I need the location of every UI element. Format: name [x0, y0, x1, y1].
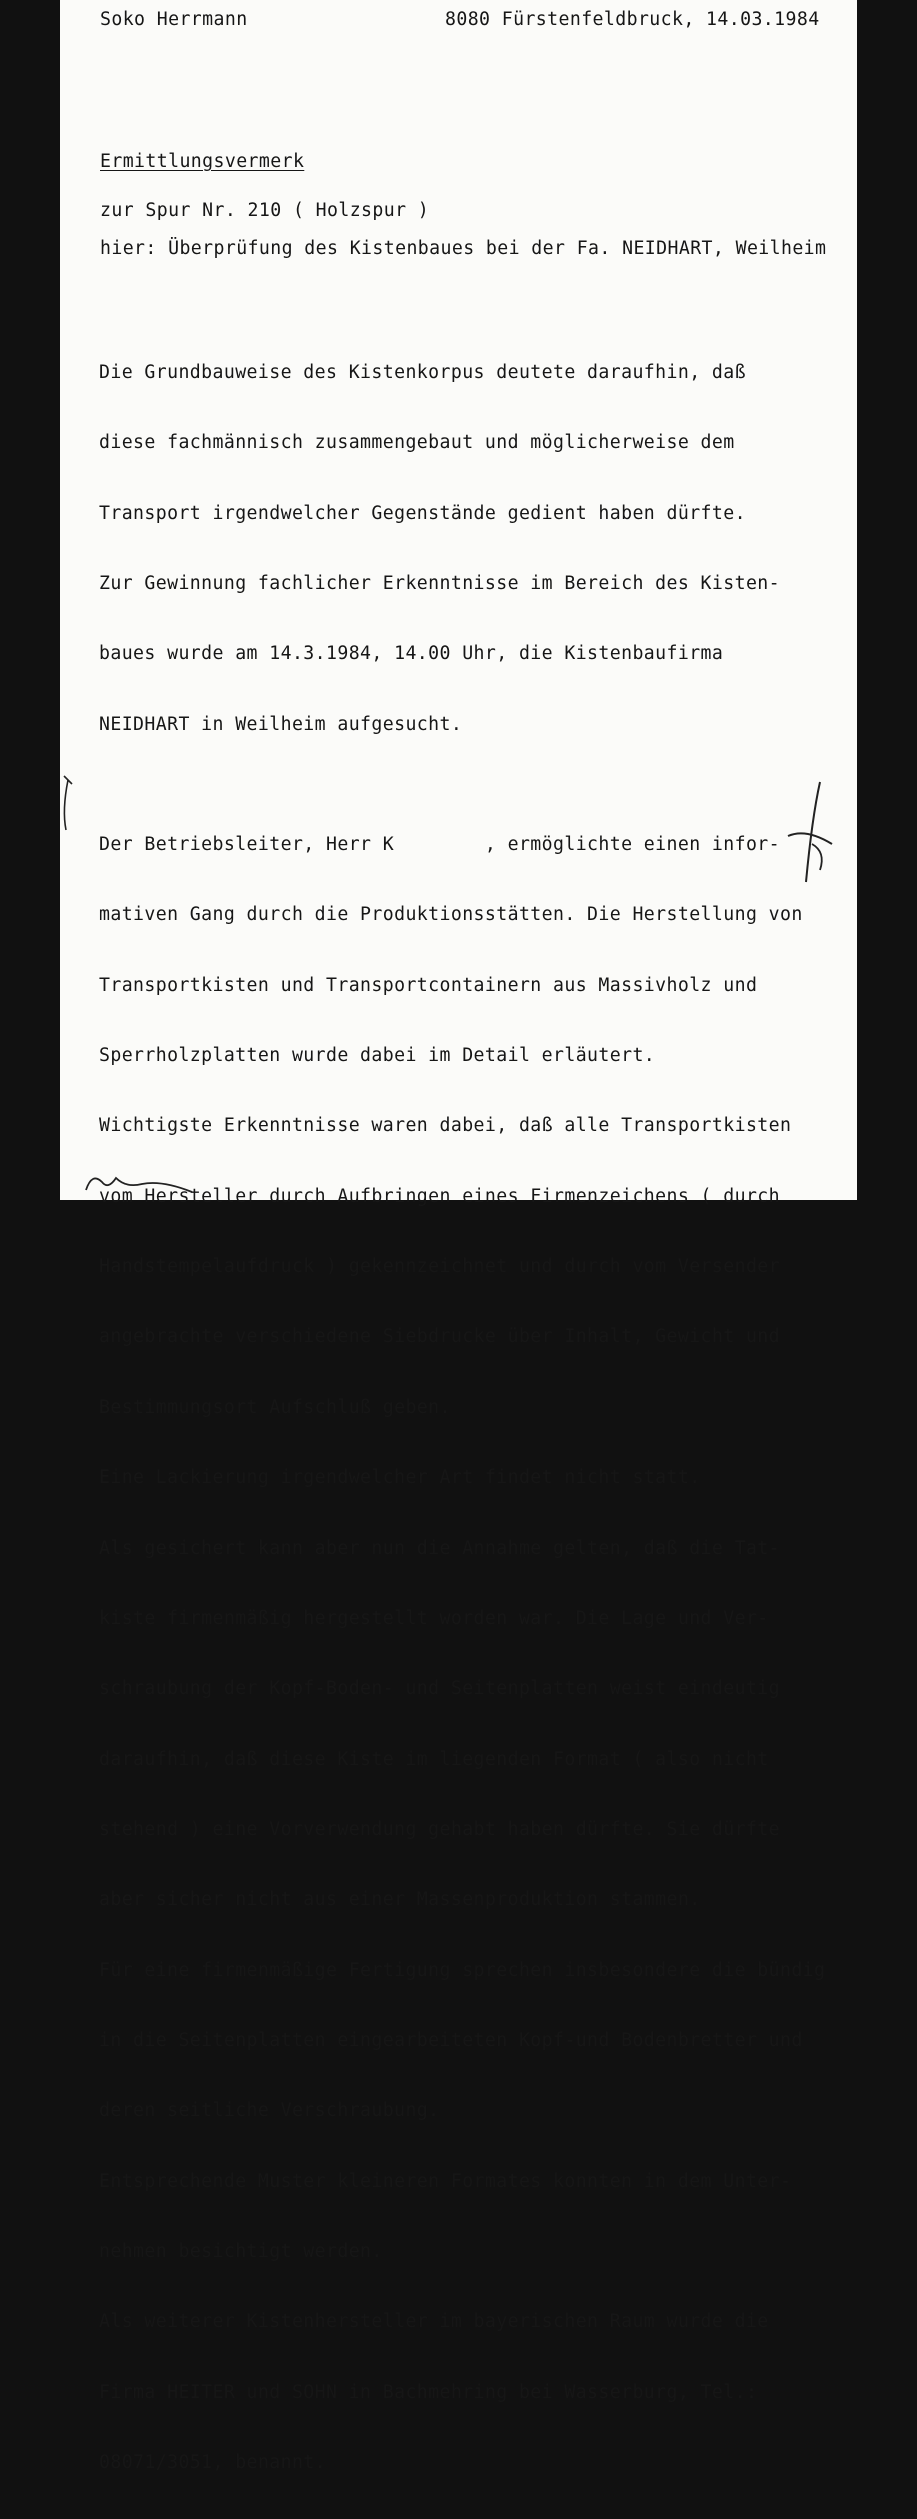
body-line: Für eine firmenmäßige Fertigung sprechen insbesondere die bündig: [99, 1959, 826, 1981]
body-text: [99, 317, 825, 2519]
signature-icon: [82, 1168, 202, 1198]
body-line: angebrachte verschiedene Siebdrucke über Inhalt, Gewicht und: [99, 1326, 780, 1348]
body-line: Als weiterer Kistenhersteller im bayerischen Raum wurde die: [99, 2311, 769, 2333]
body-line: Entsprechende Muster kleineren Formates konnten in dem Unter-: [99, 2170, 792, 2192]
body-line: baues wurde am 14.3.1984, 14.00 Uhr, die Kistenbaufirma: [99, 643, 724, 665]
body-line: nehmen besichtigt werden.: [99, 2240, 383, 2262]
body-line: aber sicher nicht aus einer Massenproduktion stammen.: [99, 1889, 701, 1911]
body-line: diese fachmännisch zusammengebaut und möglicherweise dem: [99, 432, 735, 454]
body-line: stehend ) eine Vorverwendung gehabt haben dürfte. Sie dürfte: [99, 1818, 780, 1840]
body-line: Bestimmungsort Aufschluß geben.: [99, 1396, 451, 1418]
body-line: Transport irgendwelcher Gegenstände gedient haben dürfte.: [99, 502, 746, 524]
body-line: Sperrholzplatten wurde dabei im Detail erläutert.: [99, 1045, 656, 1067]
left-margin-mark-icon: [54, 770, 84, 840]
body-line: deren seitliche Verschraubung.: [99, 2100, 440, 2122]
body-line: Handstempelaufdruck ) gekennzeichnet und durch vom Versender: [99, 1256, 780, 1278]
body-line: vom Hersteller durch Aufbringen eines Firmenzeichens ( durch: [99, 1185, 780, 1207]
body-line: Wichtigste Erkenntnisse waren dabei, daß alle Transportkisten: [99, 1115, 792, 1137]
body-line: Der Betriebsleiter, Herr K , ermöglichte einen infor-: [99, 834, 780, 856]
body-line: Die Grundbauweise des Kistenkorpus deutete daraufhin, daß: [99, 362, 746, 383]
right-margin-check-icon: [782, 778, 842, 888]
body-line: Firma HEITER und SOHN in Bachmehring bei Wasserburg, Tel.:: [99, 2381, 758, 2403]
subject-line: hier: Überprüfung des Kistenbaues bei der Fa. NEIDHART, Weilheim: [100, 238, 827, 259]
body-line: mativen Gang durch die Produktionsstätten. Die Herstellung von: [99, 904, 803, 926]
body-line: 08071/3051, benannt.: [99, 2451, 326, 2473]
body-line: kiste firmenmäßig hergestellt worden war. Die Lage und Ver-: [99, 1607, 769, 1629]
body-line: Zur Gewinnung fachlicher Erkenntnisse im Bereich des Kisten-: [99, 573, 780, 595]
place-date-line: 8080 Fürstenfeldbruck, 14.03.1984: [445, 9, 820, 30]
reference-line: zur Spur Nr. 210 ( Holzspur ): [100, 200, 430, 221]
body-line: daraufhin, daß diese Kiste im liegenden Format ( also nicht: [99, 1748, 769, 1770]
body-line: Eine Lackierung irgendwelcher Art findet nicht statt.: [99, 1467, 701, 1489]
body-line: in die Seitenplatten eingearbeiteten Kopf-und Bodenbretter und: [99, 2029, 803, 2051]
body-line: Als gesichert kann aber nun die Annahme gelten, daß die Tat-: [99, 1537, 780, 1559]
body-line: Transportkisten und Transportcontainern aus Massivholz und: [99, 974, 758, 996]
body-line: schraubung der Kopf-Boden- und Seitenplatten weist eindeutig: [99, 1678, 780, 1700]
document-title: Ermittlungsvermerk: [100, 151, 305, 172]
paragraph-gap: [99, 781, 825, 789]
document-page: [60, 0, 857, 2473]
author-line: Soko Herrmann: [100, 9, 248, 30]
body-line: NEIDHART in Weilheim aufgesucht.: [99, 713, 463, 735]
